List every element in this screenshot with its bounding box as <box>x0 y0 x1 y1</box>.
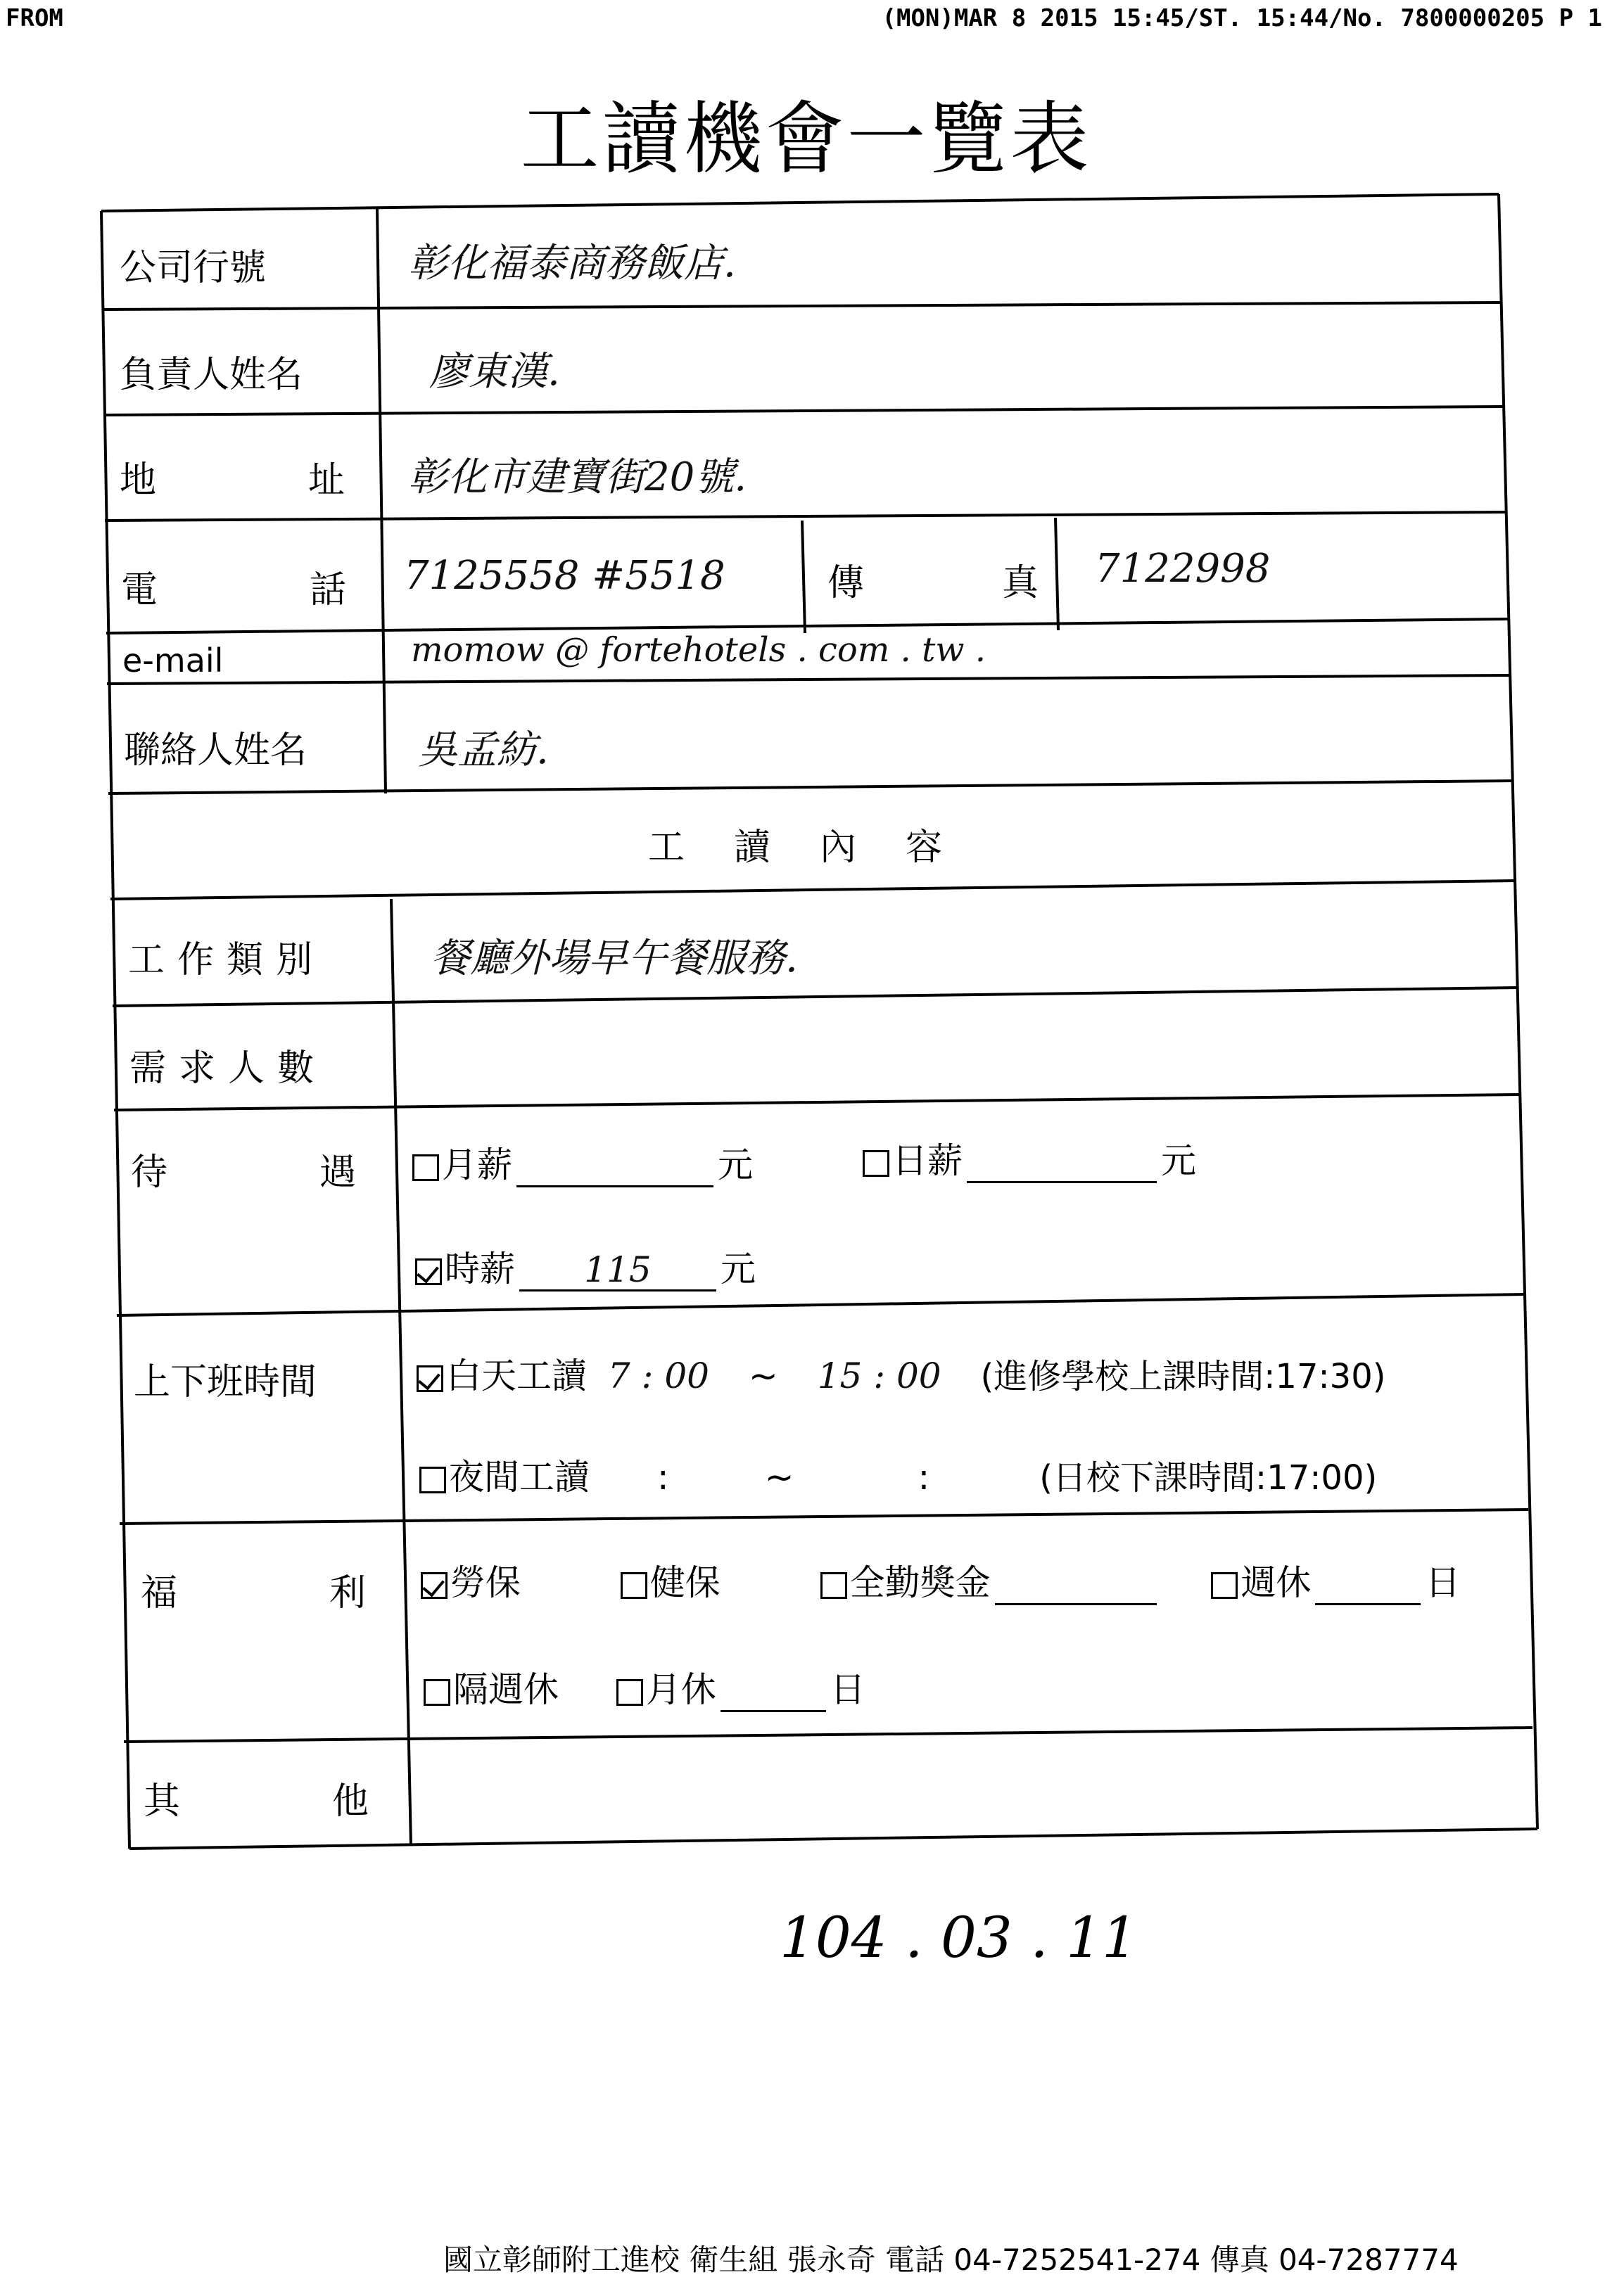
daily-pay-checkbox[interactable] <box>863 1150 889 1177</box>
monthly-off-blank[interactable] <box>721 1675 826 1712</box>
benefits-label: 福 利 <box>141 1572 366 1614</box>
benefits-row-1: 勞保 健保 全勤獎金 週休 日 <box>421 1555 1460 1605</box>
address-label: 地 址 <box>120 459 345 502</box>
day-shift-note: (進修學校上課時間:17:30) <box>980 1357 1386 1396</box>
fax-value[interactable]: 7122998 <box>1095 546 1271 592</box>
fax-label-divider <box>1055 518 1058 630</box>
phone-fax-divider <box>802 521 805 633</box>
day-shift-option: 白天工讀 7 : 00 ~ 15 : 00 (進修學校上課時間:17:30) <box>417 1348 1385 1398</box>
benefits-row-2: 隔週休 月休 日 <box>424 1662 865 1712</box>
hourly-pay-checkbox[interactable] <box>415 1258 442 1285</box>
monthly-off-checkbox[interactable] <box>616 1679 643 1706</box>
section-title: 工讀內容 <box>647 827 991 869</box>
night-shift-tilde: ~ <box>764 1457 794 1498</box>
fax-transmission-info: (MON)MAR 8 2015 15:45/ST. 15:44/No. 7800000205 P 1 <box>882 4 1602 32</box>
company-name-value[interactable]: 彰化福泰商務飯店. <box>408 241 736 286</box>
email-label: e-mail <box>122 642 224 680</box>
fax-from: FROM <box>6 4 63 32</box>
night-shift-start[interactable]: : <box>656 1457 669 1498</box>
health-insurance-checkbox[interactable] <box>621 1572 647 1599</box>
phone-value[interactable]: 7125558 #5518 <box>404 553 725 599</box>
night-shift-option: 夜間工讀 : ~ : (日校下課時間:17:00) <box>419 1449 1377 1500</box>
labor-insurance-checkbox[interactable] <box>421 1572 448 1599</box>
handwritten-date: 104 . 03 . 11 <box>780 1905 1138 1970</box>
night-shift-end[interactable]: : <box>918 1457 930 1498</box>
owner-label: 負責人姓名 <box>120 354 303 396</box>
job-type-label: 工作類別 <box>128 939 326 981</box>
table-right-border <box>1499 194 1537 1829</box>
day-shift-tilde: ~ <box>748 1356 778 1396</box>
pay-hourly-option: 時薪 115 元 <box>415 1241 756 1292</box>
hourly-pay-value[interactable]: 115 <box>519 1254 716 1292</box>
pay-daily-option: 日薪 元 <box>863 1133 1196 1183</box>
owner-name-value[interactable]: 廖東漢. <box>429 349 560 395</box>
company-label: 公司行號 <box>120 247 267 289</box>
biweekly-off-checkbox[interactable] <box>424 1679 450 1706</box>
monthly-pay-checkbox[interactable] <box>412 1154 439 1181</box>
phone-label: 電 話 <box>121 569 346 611</box>
page-title: 工讀機會一覽表 <box>520 94 1092 185</box>
night-shift-note: (日校下課時間:17:00) <box>1039 1458 1378 1498</box>
contact-label: 聯絡人姓名 <box>124 729 307 772</box>
address-value[interactable]: 彰化市建寶街20號. <box>408 454 747 500</box>
label-column-divider-bottom <box>391 899 411 1846</box>
other-label: 其 他 <box>144 1780 369 1823</box>
day-shift-end[interactable]: 15 : 00 <box>817 1356 941 1396</box>
attendance-bonus-blank[interactable] <box>995 1568 1157 1605</box>
contact-name-value[interactable]: 吳孟紡. <box>418 727 549 773</box>
label-column-divider-top <box>377 208 386 793</box>
job-type-value[interactable]: 餐廳外場早午餐服務. <box>431 936 798 981</box>
night-shift-checkbox[interactable] <box>419 1467 446 1493</box>
day-shift-start[interactable]: 7 : 00 <box>607 1356 709 1396</box>
fax-label: 傳 真 <box>827 562 1039 604</box>
footer-contact: 國立彰師附工進校 衛生組 張永奇 電話 04-7252541-274 傳真 04-7287774 <box>443 2243 1459 2277</box>
headcount-label: 需求人數 <box>129 1047 327 1090</box>
day-shift-checkbox[interactable] <box>417 1365 443 1392</box>
weekly-off-blank[interactable] <box>1315 1568 1421 1605</box>
pay-monthly-option: 月薪 元 <box>412 1137 753 1187</box>
hours-label: 上下班時間 <box>134 1361 317 1403</box>
monthly-pay-blank[interactable] <box>516 1150 713 1187</box>
attendance-bonus-checkbox[interactable] <box>820 1572 847 1599</box>
weekly-off-checkbox[interactable] <box>1211 1572 1238 1599</box>
pay-label: 待 遇 <box>131 1152 356 1194</box>
daily-pay-blank[interactable] <box>967 1146 1157 1183</box>
email-value[interactable]: momow @ fortehotels . com . tw . <box>411 630 986 670</box>
